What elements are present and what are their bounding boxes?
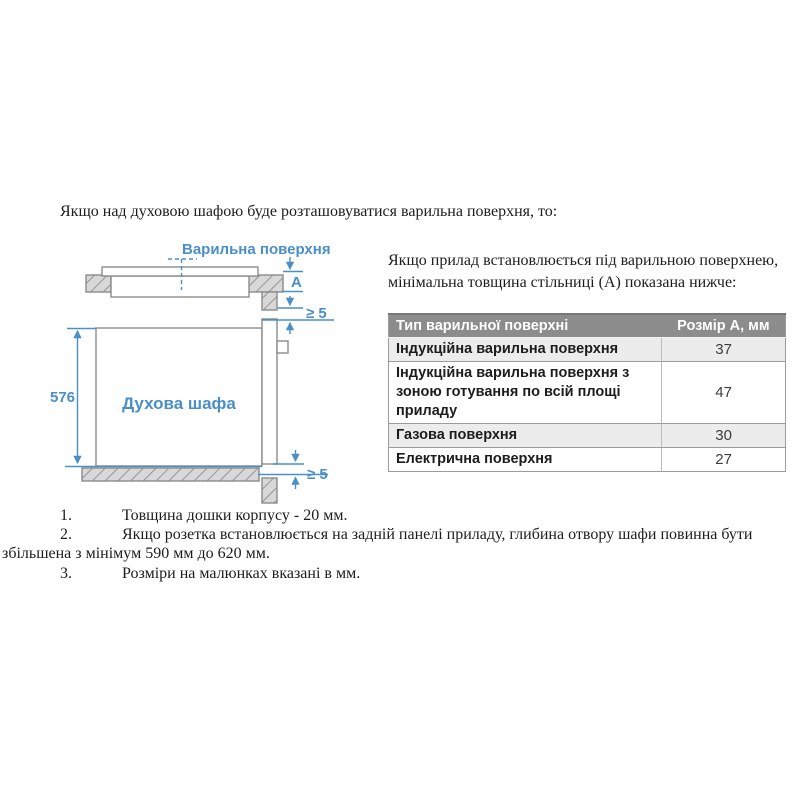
table-row: [389, 424, 786, 448]
intro-text: Якщо над духовою шафою буде розташовуватися варильна поверхня, то:: [60, 203, 558, 220]
note-number: 2.: [60, 526, 72, 543]
hob-type-cell: Газова поверхня: [389, 424, 662, 448]
note-text: Якщо розетка встановлюється на задній панелі приладу, глибина отвору шафи повинна бути збільшена з мінімум 590 мм до 620 мм.: [2, 526, 753, 562]
oven-front-frame: [262, 319, 277, 464]
hob-type-cell: Електрична поверхня: [389, 448, 662, 472]
oven-height-label: 576: [50, 389, 76, 406]
col-header-type: Тип варильної поверхні: [389, 314, 662, 338]
hob-type-cell: Індукційна варильна поверхня з зоною готування по всій площі приладу: [389, 362, 662, 424]
hob-type-table: [388, 313, 786, 472]
note-item: [2, 525, 796, 563]
gap-bottom-label: ≥ 5: [307, 466, 328, 483]
note-item: [2, 564, 796, 583]
size-cell: 27: [662, 448, 786, 472]
countertop-left-section: [86, 275, 111, 292]
worktop-thickness-note: Якщо прилад встановлюється під варильною поверхнею, мінімальна товщина стільниці (А) показана нижче:: [388, 252, 779, 291]
note-text: Товщина дошки корпусу - 20 мм.: [122, 507, 348, 524]
notes-list: [2, 506, 796, 583]
size-cell: 47: [662, 362, 786, 424]
oven-outline: [96, 319, 288, 466]
cooktop-label: Варильна поверхня: [182, 241, 331, 258]
table-row: [389, 448, 786, 472]
table-header-row: [389, 314, 786, 338]
col-header-size: Розмір А, мм: [662, 314, 786, 338]
oven-side-tab: [277, 341, 288, 353]
cabinet-floor-section: [82, 468, 259, 481]
table-row: [389, 362, 786, 424]
upper-side-panel-section: [262, 292, 277, 310]
size-cell: 30: [662, 424, 786, 448]
gap-top-label: ≥ 5: [306, 305, 327, 322]
installation-diagram: [40, 232, 360, 517]
oven-label: Духова шафа: [122, 394, 236, 413]
size-cell: 37: [662, 338, 786, 362]
dimension-a: [283, 257, 303, 292]
hob-type-cell: Індукційна варильна поверхня: [389, 338, 662, 362]
note-text: Розміри на малюнках вказані в мм.: [122, 565, 361, 582]
note-number: 1.: [60, 507, 72, 524]
note-item: [2, 506, 796, 525]
cooktop-body: [111, 276, 249, 297]
note-number: 3.: [60, 565, 72, 582]
dim-a-label: A: [291, 274, 302, 291]
countertop-right-section: [248, 275, 283, 292]
cooktop-outline: [102, 267, 258, 297]
cooktop-glass: [102, 267, 258, 276]
table-row: [389, 338, 786, 362]
lower-side-panel-section: [262, 478, 277, 503]
